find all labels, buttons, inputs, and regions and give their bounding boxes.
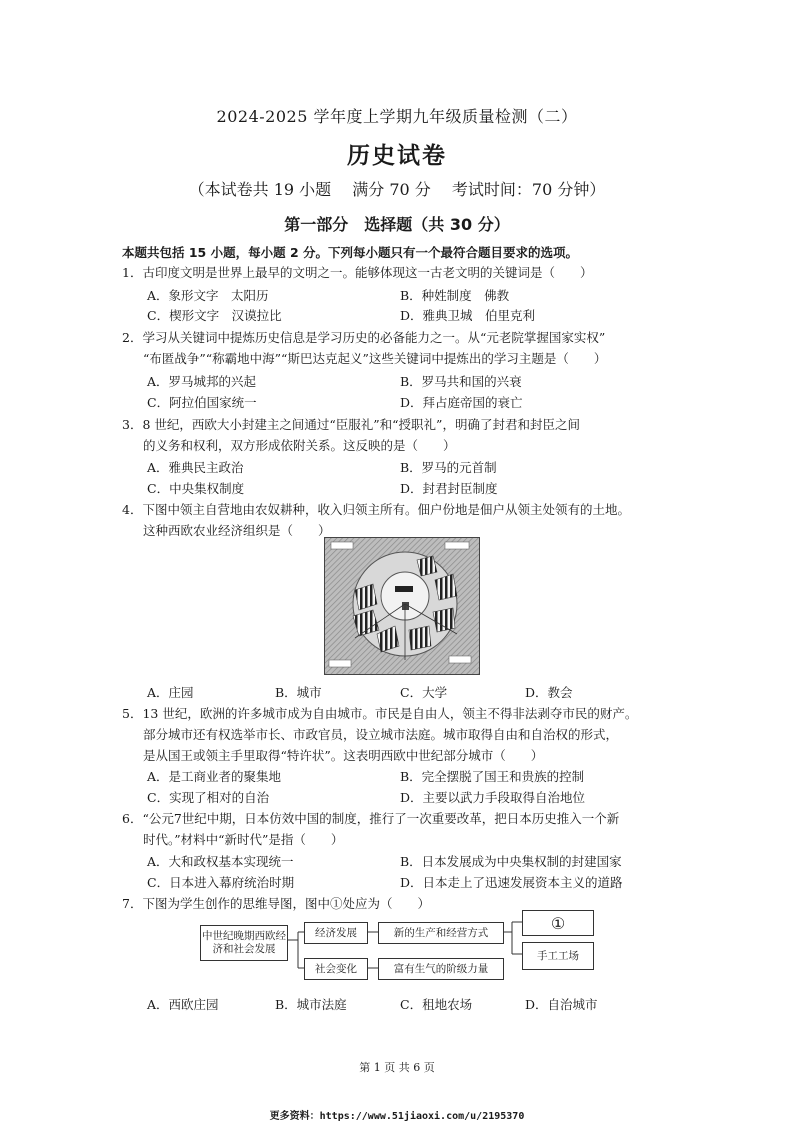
- mindmap-rich-class: 富有生气的阶级力量: [378, 958, 504, 980]
- option-b: B．罗马的元首制: [400, 460, 497, 475]
- option-d: D．拜占庭帝国的衰亡: [400, 395, 523, 410]
- question-4: [122, 499, 682, 541]
- question-2: [122, 327, 682, 369]
- option-d: D．封君封臣制度: [400, 481, 498, 496]
- question-stem: 4．下图中领主自营地由农奴耕种，收入归领主所有。佃户份地是佃户从领主处领有的土地。: [122, 502, 630, 517]
- option-b: B．日本发展成为中央集权制的封建国家: [400, 854, 622, 869]
- option-c: C．租地农场: [400, 997, 473, 1012]
- option-b: B．完全摆脱了国王和贵族的控制: [400, 769, 585, 784]
- option-b: B．种姓制度 佛教: [400, 288, 510, 303]
- section-instruction: 本题共包括 15 小题，每小题 2 分。下列每小题只有一个最符合题目要求的选项。: [122, 245, 579, 260]
- question-stem: 2．学习从关键词中提炼历史信息是学习历史的必备能力之一。从“元老院掌握国家实权”: [122, 330, 606, 345]
- mindmap-economy: 经济发展: [304, 922, 368, 944]
- question-stem: 3．8 世纪，西欧大小封建主之间通过“臣服礼”和“授职礼”，明确了封君和封臣之间: [122, 417, 580, 432]
- option-a: A．大和政权基本实现统一: [147, 854, 294, 869]
- question-stem-cont: 部分城市还有权选举市长、市政官员，设立城市法庭。城市取得自由和自治权的形式，: [143, 727, 619, 742]
- option-d: D．主要以武力手段取得自治地位: [400, 790, 586, 805]
- question-stem-cont: 是从国王或领主手里取得“特许状”。这表明西欧中世纪部分城市（ ）: [143, 748, 544, 763]
- option-c: C．日本进入幕府统治时期: [147, 875, 295, 890]
- question-stem: 7．下图为学生创作的思维导图，图中①处应为（ ）: [122, 896, 430, 911]
- question-5: [122, 703, 692, 766]
- option-c: C．实现了相对的自治: [147, 790, 270, 805]
- exam-subject-title: 历史试卷: [347, 142, 447, 169]
- exam-info: [0, 177, 794, 200]
- option-a: A．庄园: [147, 685, 194, 700]
- option-d: D．自治城市: [525, 997, 598, 1012]
- manor-map-figure: [324, 537, 480, 675]
- section-title: 第一部分 选择题（共 30 分）: [284, 215, 510, 234]
- option-c: C．大学: [400, 685, 448, 700]
- option-a: A．象形文字 太阳历: [147, 288, 269, 303]
- option-c: C．阿拉伯国家统一: [147, 395, 257, 410]
- question-stem: 5．13 世纪，欧洲的许多城市成为自由城市。市民是自由人，领主不得非法剥夺市民的财产。: [122, 706, 638, 721]
- question-stem: 1．古印度文明是世界上最早的文明之一。能够体现这一古老文明的关键词是（ ）: [122, 265, 593, 280]
- option-d: D．日本走上了迅速发展资本主义的道路: [400, 875, 623, 890]
- option-a: A．西欧庄园: [147, 997, 219, 1012]
- mindmap-root: 中世纪晚期西欧经济和社会发展: [200, 925, 288, 961]
- option-a: A．雅典民主政治: [147, 460, 244, 475]
- option-a: A．是工商业者的聚集地: [147, 769, 282, 784]
- resource-link[interactable]: 更多资料：https://www.51jiaoxi.com/u/2195370: [269, 1111, 525, 1122]
- question-stem: 6．“公元7世纪中期，日本仿效中国的制度，推行了一次重要改革，把日本历史推入一个新: [122, 811, 620, 826]
- question-stem-cont: 这种西欧农业经济组织是（ ）: [143, 523, 331, 538]
- option-c: C．中央集权制度: [147, 481, 245, 496]
- page-number: 第 1 页 共 6 页: [359, 1061, 435, 1074]
- mindmap-new-mode: 新的生产和经营方式: [378, 922, 504, 944]
- mindmap-society: 社会变化: [304, 958, 368, 980]
- option-c: C．楔形文字 汉谟拉比: [147, 308, 282, 323]
- mindmap-blank: ①: [522, 910, 594, 936]
- mindmap-workshop: 手工工场: [522, 942, 594, 970]
- question-3: [122, 414, 682, 456]
- question-6: [122, 808, 692, 850]
- question-stem-cont: 的义务和权利，双方形成依附关系。这反映的是（ ）: [143, 438, 456, 453]
- option-d: D．雅典卫城 伯里克利: [400, 308, 536, 323]
- question-1: [122, 262, 682, 283]
- option-a: A．罗马城邦的兴起: [147, 374, 257, 389]
- exam-header-line: 2024-2025 学年度上学期九年级质量检测（二）: [216, 107, 578, 126]
- question-stem-cont: “布匿战争”“称霸地中海”“斯巴达克起义”这些关键词中提炼出的学习主题是（ ）: [143, 351, 607, 366]
- option-b: B．城市: [275, 685, 322, 700]
- option-b: B．罗马共和国的兴衰: [400, 374, 522, 389]
- option-b: B．城市法庭: [275, 997, 347, 1012]
- manor-map-drawing: [325, 538, 479, 674]
- option-d: D．教会: [525, 685, 573, 700]
- question-stem-cont: 时代。”材料中“新时代”是指（ ）: [143, 832, 344, 847]
- exam-info-time: 考试时间：70 分钟）: [451, 180, 606, 199]
- exam-info-score: 满分 70 分: [352, 180, 431, 199]
- exam-info-count: （本试卷共 19 小题: [188, 180, 332, 199]
